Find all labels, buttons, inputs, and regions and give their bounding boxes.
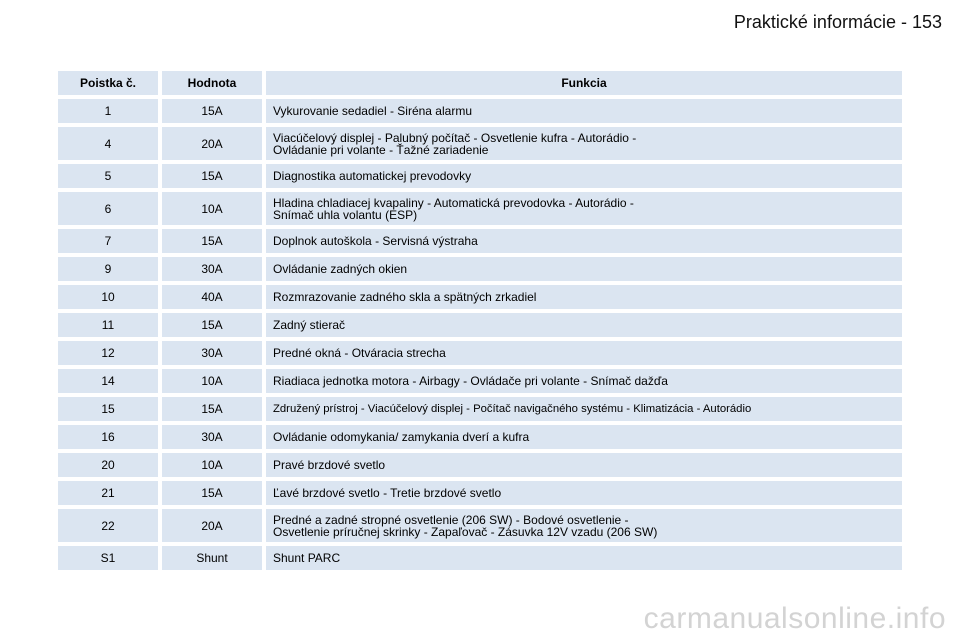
table-row <box>58 285 902 309</box>
fuse-function <box>262 369 902 393</box>
table-row <box>58 164 902 188</box>
fuse-number: 10 <box>58 285 158 309</box>
table-row <box>58 127 902 160</box>
fuse-function <box>262 481 902 505</box>
fuse-number: S1 <box>58 546 158 570</box>
function-line: Ovládanie odomykania/ zamykania dverí a kufra <box>273 430 530 444</box>
fuse-value: 30A <box>158 257 262 281</box>
function-line: Združený prístroj - Viacúčelový displej - Počítač navigačného systému - Klimatizácia - Autorádio <box>273 403 752 415</box>
fuse-number: 5 <box>58 164 158 188</box>
function-line: Doplnok autoškola - Servisná výstraha <box>273 234 478 248</box>
function-line: Viacúčelový displej - Palubný počítač - Osvetlenie kufra - Autorádio - <box>273 130 637 145</box>
table-row <box>58 229 902 253</box>
table-row <box>58 99 902 123</box>
fuse-value: 15A <box>158 99 262 123</box>
function-line: Ľavé brzdové svetlo - Tretie brzdové svetlo <box>273 486 502 500</box>
fuse-function <box>262 425 902 449</box>
fuse-function <box>262 127 902 160</box>
table-row <box>58 509 902 542</box>
table-row <box>58 425 902 449</box>
fuse-number: 6 <box>58 192 158 225</box>
fuse-number: 1 <box>58 99 158 123</box>
fuse-function <box>262 229 902 253</box>
fuse-value: 40A <box>158 285 262 309</box>
fuse-number: 20 <box>58 453 158 477</box>
fuse-value: 15A <box>158 397 262 421</box>
function-line: Riadiaca jednotka motora - Airbagy - Ovládače pri volante - Snímač dažďa <box>273 374 668 388</box>
fuse-number: 7 <box>58 229 158 253</box>
fuse-function <box>262 509 902 542</box>
column-header-fuse: Poistka č. <box>58 71 158 95</box>
fuse-function <box>262 164 902 188</box>
table-row <box>58 313 902 337</box>
fuse-function <box>262 99 902 123</box>
function-line-2: Osvetlenie príručnej skrinky - Zapaľovač - Zásuvka 12V vzadu (206 SW) <box>273 524 658 539</box>
function-line: Ovládanie zadných okien <box>273 262 408 276</box>
fuse-value: 15A <box>158 164 262 188</box>
fuse-function <box>262 313 902 337</box>
fuse-value: 30A <box>158 341 262 365</box>
function-line: Zadný stierač <box>273 318 346 332</box>
fuse-function <box>262 285 902 309</box>
column-header-function: Funkcia <box>262 71 902 95</box>
fuse-number: 9 <box>58 257 158 281</box>
fuse-value: 15A <box>158 229 262 253</box>
fuse-number: 11 <box>58 313 158 337</box>
function-line-2: Snímač uhla volantu (ESP) <box>273 207 418 222</box>
fuse-number: 16 <box>58 425 158 449</box>
fuse-value: 10A <box>158 369 262 393</box>
fuse-function <box>262 546 902 570</box>
watermark: carmanualsonline.info <box>643 602 946 635</box>
fuse-function <box>262 453 902 477</box>
fuse-function <box>262 341 902 365</box>
table-row <box>58 481 902 505</box>
table-row <box>58 257 902 281</box>
function-line: Diagnostika automatickej prevodovky <box>273 169 472 183</box>
table-row <box>58 192 902 225</box>
function-line-2: Ovládanie pri volante - Ťažné zariadenie <box>273 142 489 157</box>
fuse-function <box>262 192 902 225</box>
fuse-number: 15 <box>58 397 158 421</box>
function-line: Predné a zadné stropné osvetlenie (206 SW) - Bodové osvetlenie - <box>273 512 629 527</box>
table-row <box>58 546 902 570</box>
function-line: Hladina chladiacej kvapaliny - Automatická prevodovka - Autorádio - <box>273 195 634 210</box>
fuse-value: Shunt <box>158 546 262 570</box>
table-row <box>58 369 902 393</box>
fuse-number: 4 <box>58 127 158 160</box>
table-row <box>58 397 902 421</box>
fuse-number: 22 <box>58 509 158 542</box>
fuse-value: 20A <box>158 509 262 542</box>
fuse-function <box>262 397 902 421</box>
fuse-value: 15A <box>158 481 262 505</box>
table-header-row <box>58 71 902 95</box>
fuse-number: 21 <box>58 481 158 505</box>
function-line: Vykurovanie sedadiel - Siréna alarmu <box>273 104 472 118</box>
fuse-value: 20A <box>158 127 262 160</box>
function-line: Predné okná - Otváracia strecha <box>273 346 446 360</box>
fuse-number: 14 <box>58 369 158 393</box>
table-row <box>58 453 902 477</box>
function-line: Rozmrazovanie zadného skla a spätných zrkadiel <box>273 290 537 304</box>
fuse-number: 12 <box>58 341 158 365</box>
column-header-value: Hodnota <box>158 71 262 95</box>
fuse-function <box>262 257 902 281</box>
fuse-value: 30A <box>158 425 262 449</box>
page-title: Praktické informácie - 153 <box>733 12 942 32</box>
fuse-value: 10A <box>158 192 262 225</box>
fuse-value: 15A <box>158 313 262 337</box>
fuse-table <box>58 67 902 574</box>
function-line: Shunt PARC <box>273 551 341 565</box>
table-row <box>58 341 902 365</box>
function-line: Pravé brzdové svetlo <box>273 458 386 472</box>
fuse-value: 10A <box>158 453 262 477</box>
